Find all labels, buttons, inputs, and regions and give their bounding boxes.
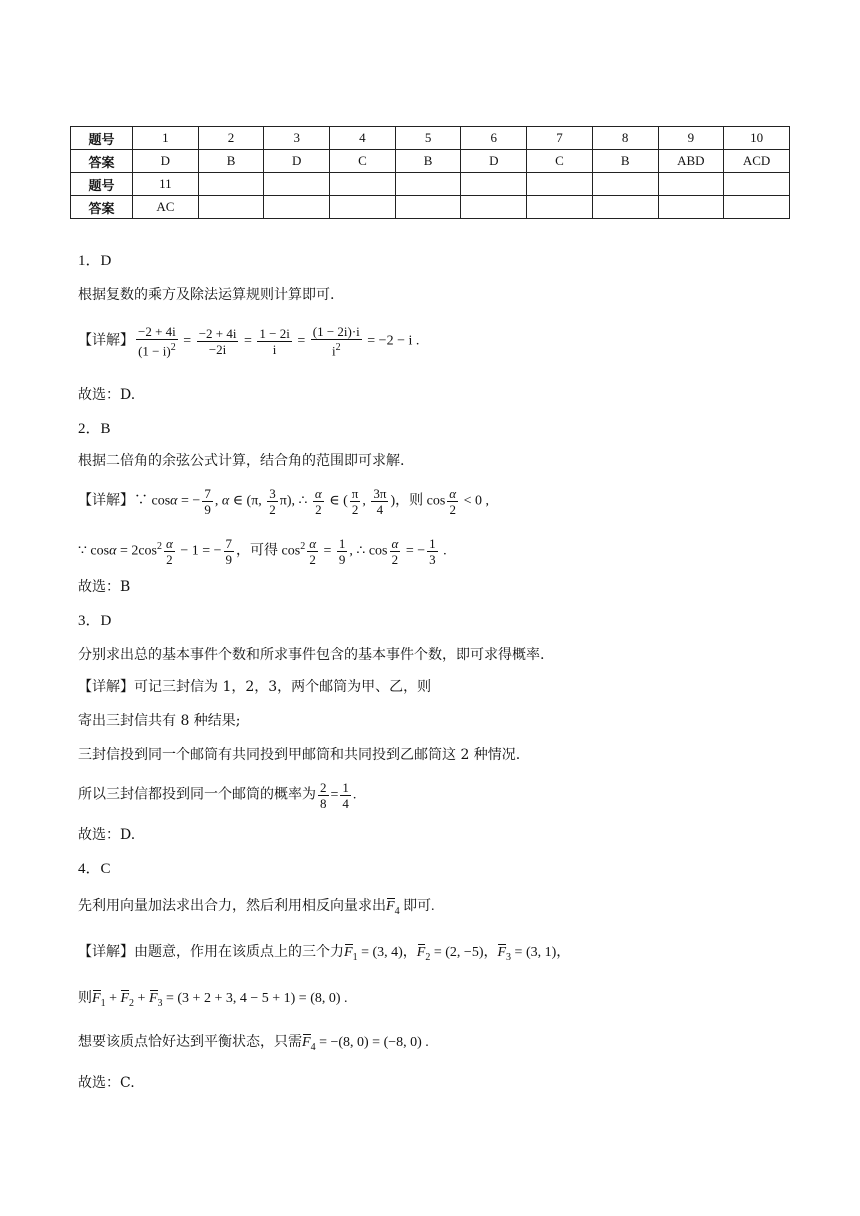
- q3-line4: 所以三封信都投到同一个邮筒的概率为 $\frac{2}{8}$ = $\frac{1}{4}$ .: [78, 780, 357, 811]
- table-cell: [395, 196, 461, 219]
- table-cell: 3: [264, 127, 330, 150]
- q2-hint: 根据二倍角的余弦公式计算，结合角的范围即可求解.: [78, 453, 405, 469]
- table-cell: [330, 173, 396, 196]
- table-row: [71, 196, 790, 219]
- table-header-cell: 题号: [71, 173, 133, 196]
- table-cell: B: [198, 150, 264, 173]
- table-cell: [658, 196, 724, 219]
- table-cell: 8: [592, 127, 658, 150]
- table-cell: 7: [527, 127, 593, 150]
- table-cell: B: [592, 150, 658, 173]
- q1-formula: $\frac{-2 + 4i}{-2i}$: [198, 325, 237, 357]
- table-cell: ACD: [724, 150, 790, 173]
- q3-detail-1: [78, 678, 431, 696]
- q2-conclusion: 故选：B: [78, 579, 131, 595]
- table-header-cell: 答案: [71, 196, 133, 219]
- table-cell: [527, 173, 593, 196]
- table-cell: [198, 196, 264, 219]
- table-cell: 6: [461, 127, 527, 150]
- table-cell: [395, 173, 461, 196]
- q3-line4-text: 所以三封信都投到同一个邮筒的概率为: [78, 787, 316, 803]
- q3-line1: 可记三封信为 1，2，3，两个邮筒为甲、乙，则: [134, 679, 432, 695]
- q4-conclusion: 故选：C.: [78, 1075, 135, 1091]
- detail-label: 【详解】: [78, 333, 134, 349]
- table-cell: 10: [724, 127, 790, 150]
- q4-line2-pre: 则: [78, 991, 92, 1006]
- table-row: [71, 173, 790, 196]
- table-cell: [527, 196, 593, 219]
- q3-line2: 寄出三封信共有 8 种结果;: [78, 713, 241, 729]
- q4-detail-2: 则$F_1 + F_2 + F_3 = (3 + 2 + 3$, 4 − 5 + 1) = (8, 0) .: [78, 991, 348, 1009]
- table-cell: AC: [133, 196, 199, 219]
- q1-formula: $\frac{-2 + 4i}{(1 - i)^2}$: [138, 324, 176, 359]
- table-cell: 2: [198, 127, 264, 150]
- q3-heading: 3．D: [78, 613, 112, 629]
- q2-heading: 2．B: [78, 421, 111, 437]
- q3-conclusion: 故选：D.: [78, 827, 136, 843]
- q2-text-get: ，可得: [236, 543, 279, 559]
- table-cell: D: [133, 150, 199, 173]
- q4-heading: 4．C: [78, 861, 111, 877]
- answer-table: [70, 126, 790, 219]
- table-cell: [198, 173, 264, 196]
- table-cell: 1: [133, 127, 199, 150]
- table-cell: [264, 196, 330, 219]
- table-cell: [330, 196, 396, 219]
- table-cell: 11: [133, 173, 199, 196]
- table-cell: [592, 173, 658, 196]
- table-cell: 9: [658, 127, 724, 150]
- q4-detail-1: 【详解】由题意，作用在该质点上的三个力$F_1 = (3$, 4)，$F_2 = (2$, −5)，$F_3 = (3$, 1)，: [78, 945, 571, 963]
- table-cell: [264, 173, 330, 196]
- q1-hint: 根据复数的乘方及除法运算规则计算即可.: [78, 287, 335, 303]
- q3-hint: 分别求出总的基本事件个数和所求事件包含的基本事件个数，即可求得概率.: [78, 647, 545, 663]
- table-row: [71, 127, 790, 150]
- q1-formula: $\frac{1 - 2i}{i}$: [259, 325, 290, 357]
- q1-detail: 【详解】 $\frac{-2 + 4i}{(1 - i)^2}$ = $\frac{-2 + 4i}{-2i}$ = $\frac{1 - 2i}{i}$ = $\frac{(1 - 2i)\cdot i}{i^2}$ = −2 − i .: [78, 324, 420, 359]
- table-header-cell: 题号: [71, 127, 133, 150]
- q4-line3: 想要该质点恰好达到平衡状态，只需: [78, 1035, 302, 1050]
- table-cell: 5: [395, 127, 461, 150]
- table-cell: D: [264, 150, 330, 173]
- table-cell: D: [461, 150, 527, 173]
- q1-heading: 1．D: [78, 253, 112, 269]
- q2-detail-1: 【详解】∵ cosα = − $\frac{7}{9}$ , α ∈ (π, $\frac{3}{2}$ π), ∴ $\frac{\alpha}{2}$ ∈ ( $\frac{\pi}{2}$ , $\frac{3\pi}{4}$ )，则 cos $\frac{\alpha}{2}$ < 0 ,: [78, 486, 490, 517]
- detail-label: 【详解】: [78, 945, 134, 960]
- table-cell: [658, 173, 724, 196]
- table-row: [71, 150, 790, 173]
- q3-line3: 三封信投到同一个邮筒有共同投到甲邮筒和共同投到乙邮筒这 2 种情况.: [78, 747, 521, 763]
- q1-conclusion: 故选：D.: [78, 387, 136, 403]
- q4-line1: 由题意，作用在该质点上的三个力: [134, 945, 344, 960]
- q4-hint-pre: 先利用向量加法求出合力，然后利用相反向量求出: [78, 899, 386, 914]
- q4-detail-3: 想要该质点恰好达到平衡状态，只需$F_4 = -(8$, 0) = (−8, 0) .: [78, 1035, 429, 1053]
- table-cell: B: [395, 150, 461, 173]
- q4-hint-post: 即可.: [403, 899, 435, 914]
- table-cell: 4: [330, 127, 396, 150]
- table-cell: [461, 196, 527, 219]
- table-cell: C: [330, 150, 396, 173]
- table-cell: C: [527, 150, 593, 173]
- detail-label: 【详解】: [78, 493, 134, 509]
- q2-text-then: ，则: [395, 493, 424, 509]
- table-cell: [724, 173, 790, 196]
- detail-label: 【详解】: [78, 679, 134, 695]
- table-cell: [461, 173, 527, 196]
- q1-formula: $\frac{(1 - 2i)\cdot i}{i^2}$: [312, 324, 360, 359]
- table-cell: ABD: [658, 150, 724, 173]
- table-cell: [724, 196, 790, 219]
- table-cell: [592, 196, 658, 219]
- q4-hint: 先利用向量加法求出合力，然后利用相反向量求出$F_4$ 即可.: [78, 899, 435, 917]
- table-header-cell: 答案: [71, 150, 133, 173]
- q2-detail-2: ∵ $\cos\alpha = 2\cos^2$ $\frac{\alpha}{2}$ − 1 = − $\frac{7}{9}$ ，可得 $\cos^2$ $\frac{\alpha}{2}$ = $\frac{1}{9}$ , ∴ cos $\frac{\alpha}{2}$ = − $\frac{1}{3}$ .: [78, 536, 447, 567]
